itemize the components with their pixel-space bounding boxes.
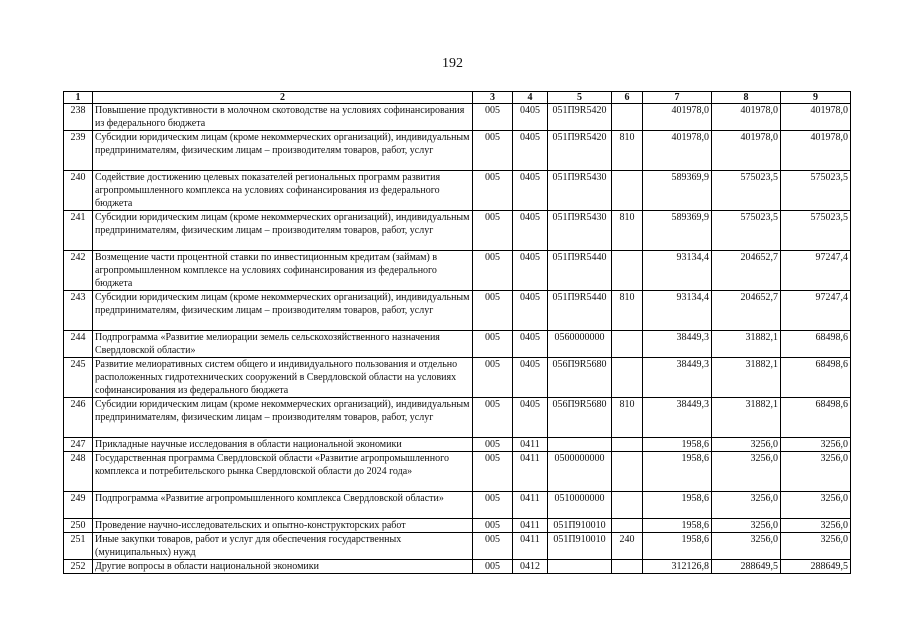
code-target: 0560000000 bbox=[548, 331, 612, 358]
amount-col9: 68498,6 bbox=[781, 331, 851, 358]
amount-col8: 31882,1 bbox=[712, 331, 781, 358]
row-number: 251 bbox=[64, 533, 93, 560]
row-number: 244 bbox=[64, 331, 93, 358]
amount-col7: 401978,0 bbox=[643, 104, 712, 131]
amount-col9: 3256,0 bbox=[781, 438, 851, 452]
code-section: 0405 bbox=[513, 291, 548, 331]
amount-col8: 31882,1 bbox=[712, 398, 781, 438]
code-expense-type bbox=[612, 452, 643, 492]
code-target: 0500000000 bbox=[548, 452, 612, 492]
row-number: 247 bbox=[64, 438, 93, 452]
amount-col9: 3256,0 bbox=[781, 519, 851, 533]
code-expense-type bbox=[612, 560, 643, 574]
code-expense-type bbox=[612, 438, 643, 452]
code-target: 051П910010 bbox=[548, 519, 612, 533]
amount-col9: 68498,6 bbox=[781, 358, 851, 398]
amount-col8: 3256,0 bbox=[712, 492, 781, 519]
code-target: 051П9R5440 bbox=[548, 291, 612, 331]
header-cell: 6 bbox=[612, 92, 643, 104]
amount-col9: 68498,6 bbox=[781, 398, 851, 438]
code-expense-type bbox=[612, 358, 643, 398]
amount-col8: 31882,1 bbox=[712, 358, 781, 398]
code-expense-type bbox=[612, 331, 643, 358]
code-ministry: 005 bbox=[473, 398, 513, 438]
row-name: Государственная программа Свердловской области «Развитие агропромышленного комплекса и потребительского рынка Свердловской области до 2024 года» bbox=[93, 452, 473, 492]
amount-col9: 3256,0 bbox=[781, 533, 851, 560]
row-number: 248 bbox=[64, 452, 93, 492]
header-cell: 9 bbox=[781, 92, 851, 104]
page-number: 192 bbox=[442, 56, 463, 71]
amount-col7: 401978,0 bbox=[643, 131, 712, 171]
amount-col8: 204652,7 bbox=[712, 251, 781, 291]
row-name: Содействие достижению целевых показателей региональных программ развития агропромышленного комплекса на условиях софинансирования из федерального бюджета bbox=[93, 171, 473, 211]
code-ministry: 005 bbox=[473, 533, 513, 560]
code-ministry: 005 bbox=[473, 438, 513, 452]
amount-col8: 401978,0 bbox=[712, 131, 781, 171]
code-target: 051П9R5430 bbox=[548, 211, 612, 251]
code-ministry: 005 bbox=[473, 171, 513, 211]
row-name: Другие вопросы в области национальной экономики bbox=[93, 560, 473, 574]
table-row bbox=[64, 104, 851, 131]
row-number: 243 bbox=[64, 291, 93, 331]
table-row bbox=[64, 331, 851, 358]
amount-col7: 93134,4 bbox=[643, 251, 712, 291]
header-cell: 5 bbox=[548, 92, 612, 104]
table-row bbox=[64, 251, 851, 291]
code-target bbox=[548, 438, 612, 452]
code-expense-type: 810 bbox=[612, 131, 643, 171]
code-expense-type: 810 bbox=[612, 211, 643, 251]
code-expense-type bbox=[612, 492, 643, 519]
code-section: 0411 bbox=[513, 533, 548, 560]
amount-col8: 3256,0 bbox=[712, 452, 781, 492]
row-number: 242 bbox=[64, 251, 93, 291]
amount-col8: 288649,5 bbox=[712, 560, 781, 574]
code-section: 0405 bbox=[513, 211, 548, 251]
code-section: 0405 bbox=[513, 104, 548, 131]
table-row bbox=[64, 452, 851, 492]
amount-col7: 589369,9 bbox=[643, 211, 712, 251]
amount-col9: 401978,0 bbox=[781, 131, 851, 171]
row-name: Субсидии юридическим лицам (кроме некоммерческих организаций), индивидуальным предпринимателям, физическим лицам – производителям товаров, работ, услуг bbox=[93, 291, 473, 331]
code-expense-type: 810 bbox=[612, 291, 643, 331]
code-expense-type bbox=[612, 104, 643, 131]
header-cell: 4 bbox=[513, 92, 548, 104]
code-ministry: 005 bbox=[473, 358, 513, 398]
row-number: 240 bbox=[64, 171, 93, 211]
row-name: Проведение научно-исследовательских и опытно-конструкторских работ bbox=[93, 519, 473, 533]
amount-col7: 93134,4 bbox=[643, 291, 712, 331]
amount-col9: 575023,5 bbox=[781, 171, 851, 211]
row-name: Субсидии юридическим лицам (кроме некоммерческих организаций), индивидуальным предпринимателям, физическим лицам – производителям товаров, работ, услуг bbox=[93, 131, 473, 171]
table-row bbox=[64, 291, 851, 331]
header-cell: 7 bbox=[643, 92, 712, 104]
amount-col7: 589369,9 bbox=[643, 171, 712, 211]
amount-col9: 3256,0 bbox=[781, 452, 851, 492]
amount-col7: 1958,6 bbox=[643, 452, 712, 492]
amount-col8: 575023,5 bbox=[712, 171, 781, 211]
amount-col7: 1958,6 bbox=[643, 438, 712, 452]
header-cell: 1 bbox=[64, 92, 93, 104]
amount-col9: 401978,0 bbox=[781, 104, 851, 131]
amount-col9: 97247,4 bbox=[781, 251, 851, 291]
code-expense-type: 240 bbox=[612, 533, 643, 560]
row-name: Возмещение части процентной ставки по инвестиционным кредитам (займам) в агропромышленном комплексе на условиях софинансирования из федерального бюджета bbox=[93, 251, 473, 291]
table-row bbox=[64, 519, 851, 533]
code-ministry: 005 bbox=[473, 211, 513, 251]
code-section: 0412 bbox=[513, 560, 548, 574]
code-target: 051П9R5440 bbox=[548, 251, 612, 291]
code-ministry: 005 bbox=[473, 519, 513, 533]
amount-col8: 401978,0 bbox=[712, 104, 781, 131]
code-section: 0405 bbox=[513, 131, 548, 171]
code-expense-type bbox=[612, 171, 643, 211]
table-row bbox=[64, 171, 851, 211]
code-section: 0405 bbox=[513, 171, 548, 211]
code-target: 051П9R5420 bbox=[548, 131, 612, 171]
row-name: Развитие мелиоративных систем общего и индивидуального пользования и отдельно расположенных гидротехнических сооружений в Свердловской области на условиях софинансирования из федерального бюджета bbox=[93, 358, 473, 398]
code-ministry: 005 bbox=[473, 291, 513, 331]
table-row bbox=[64, 131, 851, 171]
code-expense-type bbox=[612, 251, 643, 291]
amount-col7: 38449,3 bbox=[643, 331, 712, 358]
code-ministry: 005 bbox=[473, 251, 513, 291]
row-number: 252 bbox=[64, 560, 93, 574]
code-ministry: 005 bbox=[473, 492, 513, 519]
header-cell: 3 bbox=[473, 92, 513, 104]
code-ministry: 005 bbox=[473, 560, 513, 574]
row-number: 239 bbox=[64, 131, 93, 171]
row-name: Прикладные научные исследования в области национальной экономики bbox=[93, 438, 473, 452]
code-target: 051П910010 bbox=[548, 533, 612, 560]
table-row bbox=[64, 211, 851, 251]
code-section: 0411 bbox=[513, 438, 548, 452]
code-ministry: 005 bbox=[473, 131, 513, 171]
row-number: 249 bbox=[64, 492, 93, 519]
code-target: 051П9R5420 bbox=[548, 104, 612, 131]
code-section: 0405 bbox=[513, 331, 548, 358]
amount-col9: 3256,0 bbox=[781, 492, 851, 519]
amount-col9: 97247,4 bbox=[781, 291, 851, 331]
code-section: 0405 bbox=[513, 251, 548, 291]
amount-col8: 3256,0 bbox=[712, 519, 781, 533]
amount-col9: 288649,5 bbox=[781, 560, 851, 574]
code-section: 0411 bbox=[513, 519, 548, 533]
code-target: 0510000000 bbox=[548, 492, 612, 519]
code-section: 0405 bbox=[513, 358, 548, 398]
table-row bbox=[64, 492, 851, 519]
row-number: 246 bbox=[64, 398, 93, 438]
amount-col8: 3256,0 bbox=[712, 533, 781, 560]
code-section: 0411 bbox=[513, 492, 548, 519]
amount-col7: 1958,6 bbox=[643, 492, 712, 519]
amount-col7: 312126,8 bbox=[643, 560, 712, 574]
row-number: 250 bbox=[64, 519, 93, 533]
row-number: 238 bbox=[64, 104, 93, 131]
code-target: 056П9R5680 bbox=[548, 358, 612, 398]
row-number: 241 bbox=[64, 211, 93, 251]
amount-col7: 38449,3 bbox=[643, 398, 712, 438]
amount-col8: 3256,0 bbox=[712, 438, 781, 452]
row-name: Иные закупки товаров, работ и услуг для обеспечения государственных (муниципальных) нужд bbox=[93, 533, 473, 560]
row-name: Повышение продуктивности в молочном скотоводстве на условиях софинансирования из федерального бюджета bbox=[93, 104, 473, 131]
row-number: 245 bbox=[64, 358, 93, 398]
code-section: 0405 bbox=[513, 398, 548, 438]
amount-col9: 575023,5 bbox=[781, 211, 851, 251]
header-cell: 8 bbox=[712, 92, 781, 104]
row-name: Субсидии юридическим лицам (кроме некоммерческих организаций), индивидуальным предпринимателям, физическим лицам – производителям товаров, работ, услуг bbox=[93, 211, 473, 251]
row-name: Подпрограмма «Развитие мелиорации земель сельскохозяйственного назначения Свердловской области» bbox=[93, 331, 473, 358]
table-row bbox=[64, 560, 851, 574]
code-target: 056П9R5680 bbox=[548, 398, 612, 438]
amount-col8: 575023,5 bbox=[712, 211, 781, 251]
table-row bbox=[64, 358, 851, 398]
header-cell: 2 bbox=[93, 92, 473, 104]
code-target: 051П9R5430 bbox=[548, 171, 612, 211]
table-row bbox=[64, 533, 851, 560]
code-ministry: 005 bbox=[473, 452, 513, 492]
row-name: Субсидии юридическим лицам (кроме некоммерческих организаций), индивидуальным предпринимателям, физическим лицам – производителям товаров, работ, услуг bbox=[93, 398, 473, 438]
amount-col7: 1958,6 bbox=[643, 533, 712, 560]
amount-col8: 204652,7 bbox=[712, 291, 781, 331]
code-expense-type bbox=[612, 519, 643, 533]
row-name: Подпрограмма «Развитие агропромышленного комплекса Свердловской области» bbox=[93, 492, 473, 519]
code-ministry: 005 bbox=[473, 331, 513, 358]
code-expense-type: 810 bbox=[612, 398, 643, 438]
code-target bbox=[548, 560, 612, 574]
amount-col7: 1958,6 bbox=[643, 519, 712, 533]
table-header-row bbox=[64, 92, 851, 104]
table-row bbox=[64, 438, 851, 452]
code-ministry: 005 bbox=[473, 104, 513, 131]
code-section: 0411 bbox=[513, 452, 548, 492]
amount-col7: 38449,3 bbox=[643, 358, 712, 398]
table-row bbox=[64, 398, 851, 438]
budget-table bbox=[63, 91, 851, 574]
